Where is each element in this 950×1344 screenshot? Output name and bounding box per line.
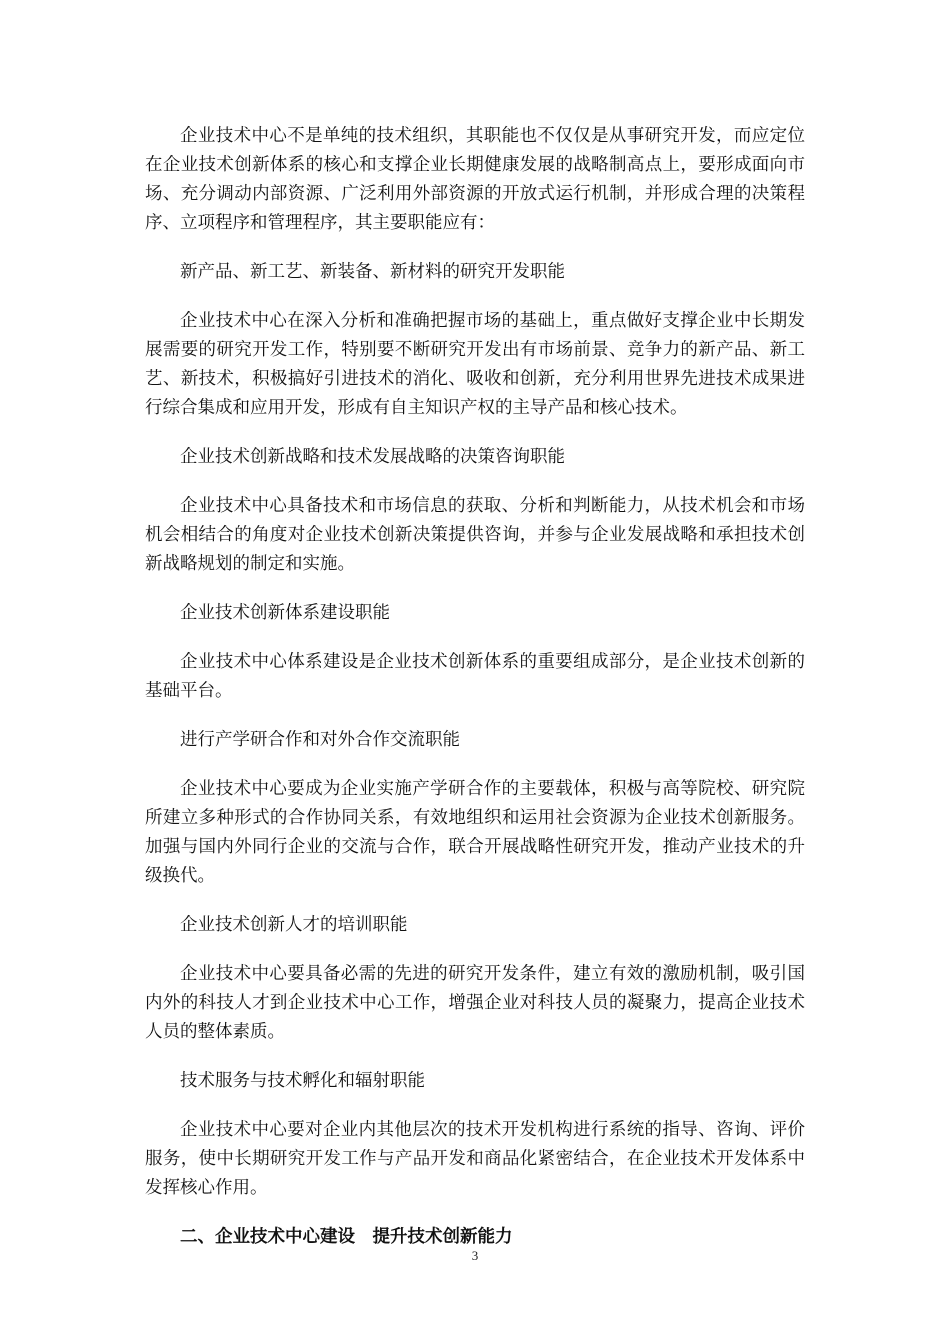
subheading-system-building: 企业技术创新体系建设职能 — [180, 603, 390, 623]
paragraph-rd-function: 企业技术中心在深入分析和准确把握市场的基础上，重点做好支撑企业中长期发展需要的研究开发工作，特别要不断研究开发出有市场前景、竞争力的新产品、新工艺、新技术，积极搞好引进技术的消化、吸收和创新，充分利用世界先进技术成果进行综合集成和应用开发，形成有自主知识产权的主导产品和核心技术。 — [145, 311, 805, 418]
paragraph-tech-service: 企业技术中心要对企业内其他层次的技术开发机构进行系统的指导、咨询、评价服务，使中长期研究开发工作与产品开发和商品化紧密结合，在企业技术开发体系中发挥核心作用。 — [145, 1120, 805, 1198]
subheading-rd-function: 新产品、新工艺、新装备、新材料的研究开发职能 — [180, 262, 565, 282]
page-number: 3 — [471, 1248, 479, 1263]
paragraph-cooperation: 企业技术中心要成为企业实施产学研合作的主要载体，积极与高等院校、研究院所建立多种形式的合作协同关系，有效地组织和运用社会资源为企业技术创新服务。加强与国内外同行企业的交流与合作，联合开展战略性研究开发，推动产业技术的升级换代。 — [145, 779, 805, 886]
paragraph-intro: 企业技术中心不是单纯的技术组织，其职能也不仅仅是从事研究开发，而应定位在企业技术创新体系的核心和支撑企业长期健康发展的战略制高点上，要形成面向市场、充分调动内部资源、广泛利用外部资源的开放式运行机制，并形成合理的决策程序、立项程序和管理程序，其主要职能应有： — [145, 126, 805, 233]
paragraph-talent-training: 企业技术中心要具备必需的先进的研究开发条件，建立有效的激励机制，吸引国内外的科技人才到企业技术中心工作，增强企业对科技人员的凝聚力，提高企业技术人员的整体素质。 — [145, 964, 805, 1042]
subheading-tech-service: 技术服务与技术孵化和辐射职能 — [180, 1071, 425, 1091]
subheading-cooperation: 进行产学研合作和对外合作交流职能 — [180, 730, 460, 750]
section-title: 二、企业技术中心建设 提升技术创新能力 — [180, 1227, 513, 1247]
subheading-talent-training: 企业技术创新人才的培训职能 — [180, 915, 408, 935]
document-body — [145, 122, 805, 1252]
paragraph-strategy-consulting: 企业技术中心具备技术和市场信息的获取、分析和判断能力，从技术机会和市场机会相结合的角度对企业技术创新决策提供咨询，并参与企业发展战略和承担技术创新战略规划的制定和实施。 — [145, 496, 805, 574]
subheading-strategy-consulting: 企业技术创新战略和技术发展战略的决策咨询职能 — [180, 447, 565, 467]
paragraph-system-building: 企业技术中心体系建设是企业技术创新体系的重要组成部分，是企业技术创新的基础平台。 — [145, 652, 805, 701]
